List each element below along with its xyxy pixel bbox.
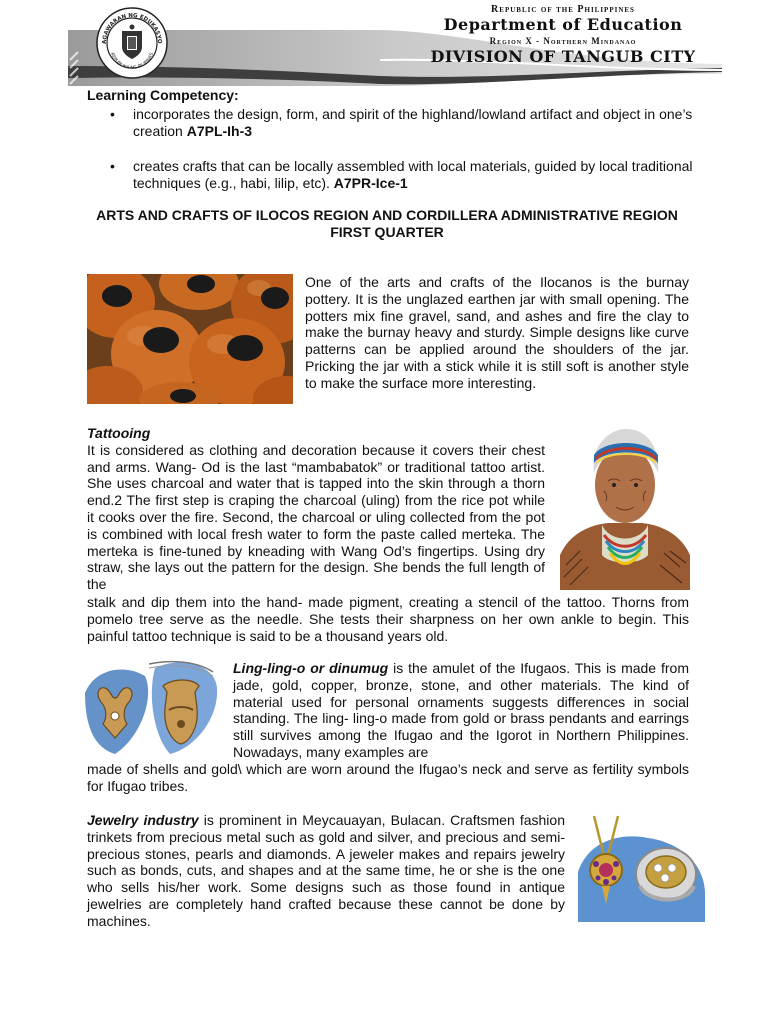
department-label: Department of Education [443, 15, 683, 34]
jewelry-text: is prominent in Meycauayan, Bulacan. Craftsmen fashion trinkets from precious metal such as gold and silver, and precious and semi-precious stones, pearls and diamonds. A jeweler makes and repairs jewelry such as bonds, cuts, and shapes and at the same time, he or she is the one who sells his/her work. Some designs such as those found in antique jewelries are completely hand crafted because these cannot be done by machines. [87, 812, 565, 929]
lingling-heading: Ling-ling-o or dinumug [233, 660, 389, 676]
page-title [87, 207, 687, 241]
competency-text: incorporates the design, form, and spirit of the highland/lowland artifact and object in one’s creation [133, 106, 693, 139]
title-quarter: FIRST QUARTER [330, 224, 444, 240]
competency-text: creates crafts that can be locally assembled with local materials, guided by local traditional techniques (e.g., habi, lilip, etc). [133, 158, 693, 191]
wang-od-portrait-image [560, 425, 690, 590]
page-header [0, 0, 768, 92]
lingling-text: is the amulet of the Ifugaos. This is made from jade, gold, copper, bronze, stone, and other materials. The kind of material used for personal ornaments suggests differences in social standing. The ling- ling-o made from gold or brass pendants and earrings still survives among the Ifugao and the Igorot in Northern Philippines. Nowadays, many examples are [233, 660, 689, 760]
burnay-paragraph: One of the arts and crafts of the Ilocanos is the burnay pottery. It is the unglazed earthen jar with small opening. The potters mix fine gravel, sand, and ashes and fire the clay to make the burnay heavy and sturdy. Simple designs like curve patterns can be applied around the shoulders of the jar. Pricking the jar with a stick while it is still soft is another style to make the surface more interesting. [305, 274, 689, 391]
lingling-paragraph-full: made of shells and gold\ which are worn around the Ifugao’s neck and serve as fertility symbols for Ifugao tribes. [87, 761, 689, 794]
burnay-pots-image [87, 274, 293, 404]
division-label: DIVISION OF TANGUB CITY [430, 47, 696, 66]
title-line: ARTS AND CRAFTS OF ILOCOS REGION AND CORDILLERA ADMINISTRATIVE REGION [96, 207, 678, 223]
competency-item [87, 106, 697, 140]
competency-item [87, 158, 697, 192]
learning-competency [87, 87, 697, 192]
header-text [418, 4, 708, 66]
tattooing-paragraph-full: stalk and dip them into the hand- made pigment, creating a stencil of the tattoo. Thorns from pomelo tree serve as the needle. She tests their sharpness on her own ankle to begin. This painful tattoo technique is said to be a thousand years old. [87, 594, 689, 644]
competency-heading: Learning Competency: [87, 87, 239, 103]
competency-list [87, 106, 697, 192]
jewelry-heading: Jewelry industry [87, 812, 199, 828]
jewelry-paragraph [87, 812, 565, 930]
jewelry-image [578, 812, 705, 922]
ling-ling-o-amulet-image [85, 658, 220, 758]
region-label: Region X - Northern Mindanao [489, 36, 637, 46]
tattooing-text: It is considered as clothing and decoration because it covers their chest and arms. Wang- Od is the last “mambabatok” or traditional tattoo artist. She uses charcoal and water that is tapped into the skin through a thorn end.2 The first step is craping the charcoal (uling) from the rice pot while it cooks over the fire. Second, the charcoal or uling collected from the pot is combined with local fresh water to form the paste called merteka. The merteka is fine-tuned by kneading with Wang Od’s fingertips. Using dry straw, she lays out the pattern for the design. She bends the full length of the [87, 441, 545, 593]
tattooing-heading: Tattooing [87, 425, 151, 441]
lingling-paragraph-wrap [233, 660, 689, 761]
competency-code: A7PR-Ice-1 [333, 175, 408, 191]
republic-label: Republic of the Philippines [491, 4, 635, 15]
tattooing-paragraph-wrap [87, 425, 545, 593]
seal-text-top: AGAWARAN NG EDUKASYO [101, 12, 163, 45]
competency-code: A7PL-Ih-3 [186, 123, 253, 139]
seal-text-bottom: REPUBLIKA NG PILIPINAS [109, 52, 155, 72]
deped-seal-icon [96, 7, 168, 79]
